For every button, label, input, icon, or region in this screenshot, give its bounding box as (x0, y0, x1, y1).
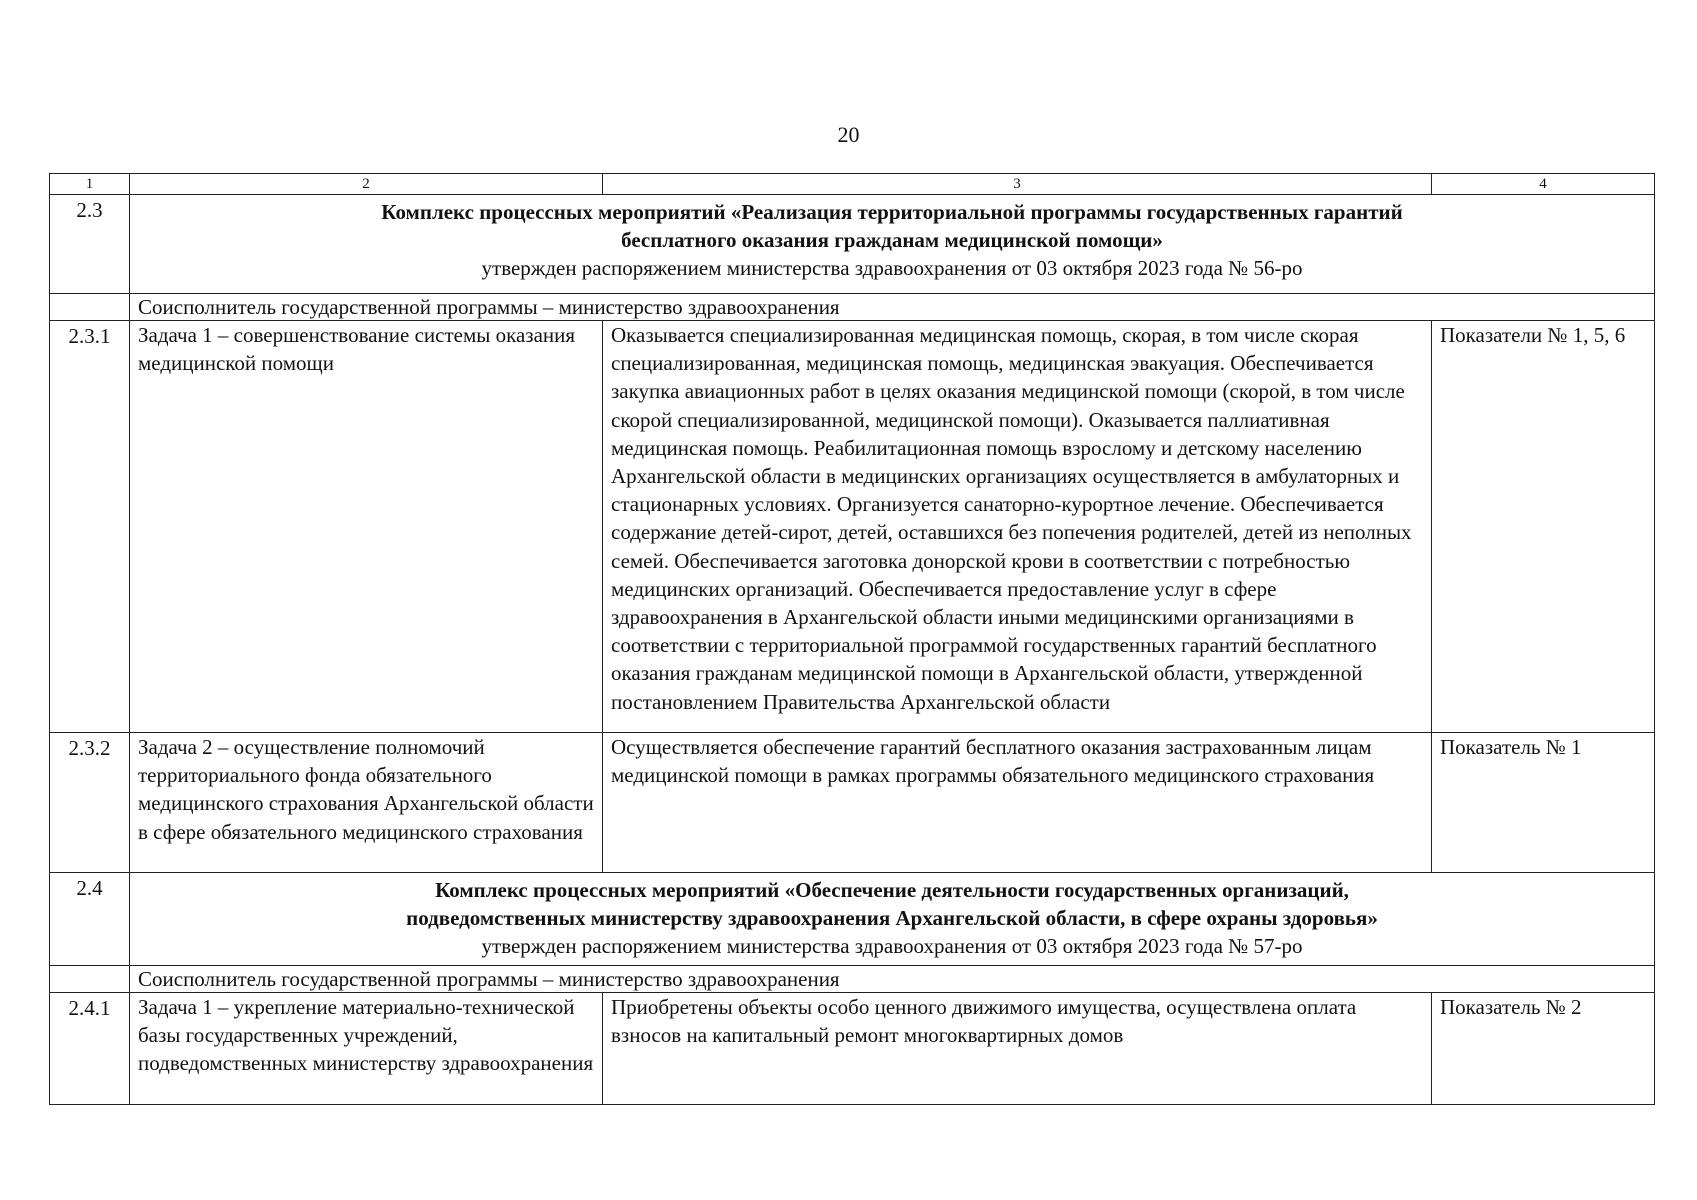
task-code: 2.4.1 (50, 993, 130, 1105)
section-title-line: подведомственных министерству здравоохранения Архангельской области, в сфере охраны здоровья» (406, 906, 1378, 931)
task-result: Оказывается специализированная медицинская помощь, скорая, в том числе скорая специализированная, медицинская помощь, медицинская эвакуация. Обеспечивается закупка авиационных работ в целях оказания медицинской помощи (скорой, в том числе скорой специализированной, медицинской помощи). Оказывается паллиативная медицинская помощь. Реабилитационная помощь взрослому и детскому населению Архангельской области в медицинских организациях осуществляется в амбулаторных и стационарных условиях. Организуется санаторно-курортное лечение. Обеспечивается содержание детей-сирот, детей, оставшихся без попечения родителей, детей из неполных семей. Обеспечивается заготовка донорской крови в соответствии с потребностью медицинских организаций. Обеспечивается предоставление услуг в сфере здравоохранения в Архангельской области иными медицинскими организациями в соответствии с территориальной программой государственных гарантий бесплатного оказания гражданам медицинской помощи в Архангельской области, утвержденной постановлением Правительства Архангельской области (603, 321, 1432, 733)
task-description: Задача 1 – совершенствование системы оказания медицинской помощи (130, 321, 603, 733)
section-title (130, 195, 1655, 294)
coexecutor-row (50, 966, 1655, 993)
column-number-row (50, 174, 1655, 195)
task-code: 2.3.2 (50, 733, 130, 873)
section-title-line: Комплекс процессных мероприятий «Обеспечение деятельности государственных организаций, (435, 878, 1349, 902)
task-description: Задача 2 – осуществление полномочий территориального фонда обязательного медицинского страхования Архангельской области в сфере обязательного медицинского страхования (130, 733, 603, 873)
page-number: 20 (837, 122, 860, 147)
section-header-row (50, 873, 1655, 966)
task-description: Задача 1 – укрепление материально-технической базы государственных учреждений, подведомственных министерству здравоохранения (130, 993, 603, 1105)
coexecutor-text: Соисполнитель государственной программы – министерство здравоохранения (130, 966, 1655, 993)
section-title (130, 873, 1655, 966)
empty-cell (50, 294, 130, 321)
column-number: 4 (1432, 174, 1655, 195)
task-indicators: Показатели № 1, 5, 6 (1432, 321, 1655, 733)
task-result: Осуществляется обеспечение гарантий бесплатного оказания застрахованным лицам медицинской помощи в рамках программы обязательного медицинского страхования (603, 733, 1432, 873)
section-header-row (50, 195, 1655, 294)
task-row (50, 993, 1655, 1105)
column-number: 3 (603, 174, 1432, 195)
empty-cell (50, 966, 130, 993)
coexecutor-text: Соисполнитель государственной программы – министерство здравоохранения (130, 294, 1655, 321)
coexecutor-row (50, 294, 1655, 321)
section-approval: утвержден распоряжением министерства здравоохранения от 03 октября 2023 года № 57-ро (481, 934, 1303, 959)
column-number: 2 (130, 174, 603, 195)
task-indicators: Показатель № 2 (1432, 993, 1655, 1105)
task-row (50, 733, 1655, 873)
section-title-line: бесплатного оказания гражданам медицинской помощи» (621, 228, 1163, 253)
section-code: 2.4 (50, 873, 130, 966)
task-result: Приобретены объекты особо ценного движимого имущества, осуществлена оплата взносов на капитальный ремонт многоквартирных домов (603, 993, 1432, 1105)
column-number: 1 (50, 174, 130, 195)
section-code: 2.3 (50, 195, 130, 294)
task-indicators: Показатель № 1 (1432, 733, 1655, 873)
program-table (49, 173, 1655, 1105)
section-title-line: Комплекс процессных мероприятий «Реализация территориальной программы государственных гарантий (381, 200, 1403, 224)
section-approval: утвержден распоряжением министерства здравоохранения от 03 октября 2023 года № 56-ро (481, 256, 1303, 281)
task-code: 2.3.1 (50, 321, 130, 733)
task-row (50, 321, 1655, 733)
